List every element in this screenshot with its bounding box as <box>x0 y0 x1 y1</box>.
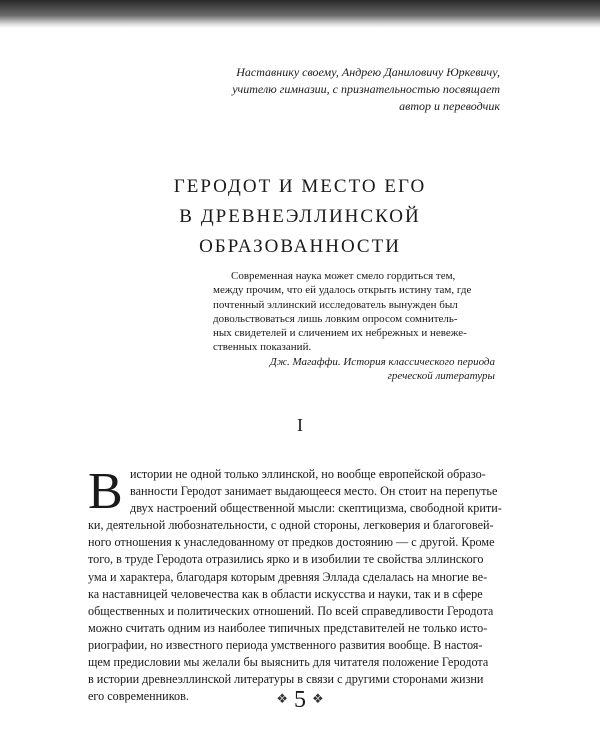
body-line: общественных и политических отношений. По всей справедливости Геродота <box>88 603 494 618</box>
epigraph-attribution: греческой литературы <box>387 370 495 383</box>
epigraph-line: довольствоваться лишь ловким опросом сомнитель- <box>213 312 458 325</box>
diamond-ornament-icon: ❖ <box>276 691 288 706</box>
body-text <box>88 463 504 705</box>
chapter-title-line: ОБРАЗОВАННОСТИ <box>199 236 401 257</box>
body-line: его современников. <box>88 689 189 704</box>
dedication <box>180 64 500 115</box>
body-line: в истории древнеэллинской литературы в связи с другими сторонами жизни <box>88 672 484 687</box>
body-line: ванности Геродот занимает выдающееся место. Он стоит на перепутье <box>130 484 498 499</box>
body-line: ки, деятельной любознательности, с одной стороны, легковерия и благоговей- <box>88 518 494 533</box>
body-line: того, в труде Геродота отразились ярко и в изобилии те свойства эллинского <box>88 552 484 567</box>
epigraph-line: почтенный эллинский исследователь вынужден был <box>213 298 458 311</box>
dedication-line: автор и переводчик <box>399 99 500 113</box>
diamond-ornament-icon: ❖ <box>312 691 324 706</box>
body-line: ного отношения к унаследованному от предков достоянию — с другой. Кроме <box>88 535 495 550</box>
epigraph-line: Современная наука может смело гордиться тем, <box>231 270 456 282</box>
chapter-title-line: ГЕРОДОТ И МЕСТО ЕГО <box>173 176 427 197</box>
body-line: щем предисловии мы желали бы выяснить для читателя положение Геродота <box>88 655 489 670</box>
page-footer <box>0 684 600 715</box>
page-number: 5 <box>294 687 306 713</box>
drop-cap: В <box>88 463 123 520</box>
dedication-line: Наставнику своему, Андрею Даниловичу Юркевичу, <box>236 65 500 79</box>
epigraph <box>213 269 495 383</box>
body-line: ка наставницей человечества как в области искусства и науки, так и в сфере <box>88 586 483 601</box>
section-number: I <box>297 415 303 435</box>
body-line: можно считать одним из наиболее типичных представителей не только исто- <box>88 620 488 635</box>
chapter-title-line: В ДРЕВНЕЭЛЛИНСКОЙ <box>179 206 421 227</box>
body-line: истории не одной только эллинской, но вообще европейской образо- <box>130 467 486 481</box>
scan-edge-shadow <box>0 0 600 28</box>
body-line: ума и характера, благодаря которым древняя Эллада сделалась на многие ве- <box>88 569 488 584</box>
dedication-line: учителю гимназии, с признательностью посвящает <box>232 82 500 96</box>
epigraph-attribution: Дж. Магаффи. История классического периода <box>269 355 495 368</box>
epigraph-line: ственных показаний. <box>213 341 312 354</box>
body-line: двух настроений общественной мысли: скептицизма, свободной крити- <box>130 501 502 516</box>
epigraph-line: между прочим, что ей удалось открыть истину там, где <box>213 284 472 297</box>
body-line: риографии, но известного периода умственного развития вообще. В настоя- <box>88 637 483 652</box>
epigraph-line: ных свидетелей и сличением их небрежных и невеже- <box>213 327 467 340</box>
chapter-title <box>0 172 600 262</box>
